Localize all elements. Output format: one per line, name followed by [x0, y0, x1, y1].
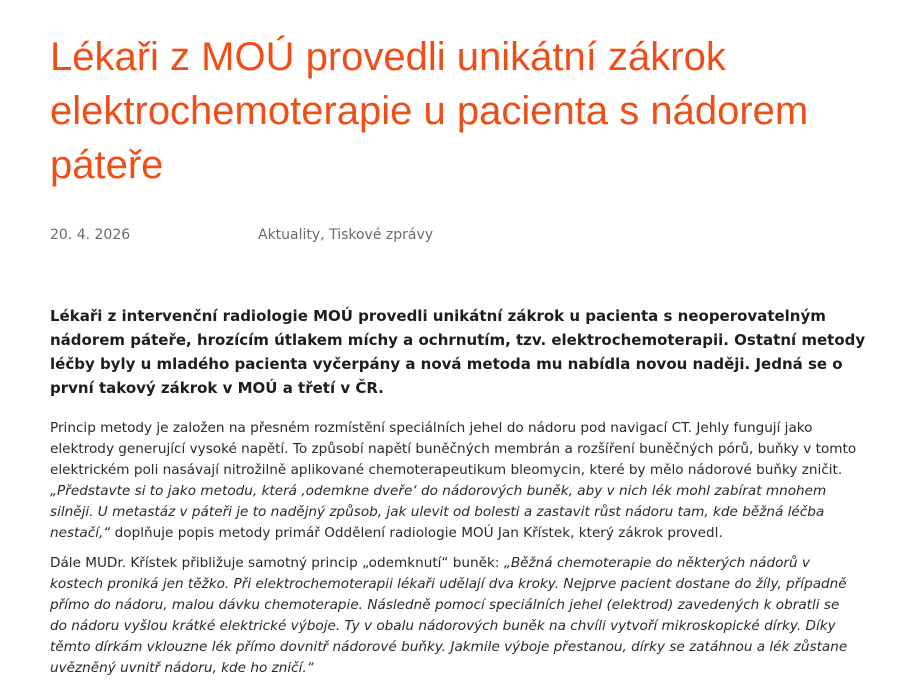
article-categories[interactable]: Aktuality, Tiskové zprávy	[258, 227, 434, 243]
article-date: 20. 4. 2026	[50, 227, 131, 243]
article-paragraph-2	[50, 553, 860, 679]
paragraph-2-text: Dále MUDr. Křístek přibližuje samotný princip „odemknutí“ buněk:	[50, 555, 500, 571]
article-title: Lékaři z MOÚ provedli unikátní zákrok elektrochemoterapie u pacienta s nádorem páteře	[50, 35, 809, 187]
paragraph-1-quote: „Představte si to jako metodu, která ‚odemkne dveře‘ do nádorových buněk, aby v nich lék mohl zabírat mnohem silněji. U metastáz v páteři je to nadějný způsob, jak ulevit od bolesti a zastavit růst nádoru tam, kde běžná léčba nestačí,“	[50, 483, 827, 541]
paragraph-2-quote: „Běžná chemoterapie do některých nádorů v kostech proniká jen těžko. Při elektrochemoterapii lékaři udělají dva kroky. Nejprve pacient dostane do žíly, případně přímo do nádoru, malou dávku chemoterapie. Následně pomocí speciálních jehel (elektrod) zavedených k obratli se do nádoru vyšlou krátké elektrické výboje. Ty v obalu nádorových buněk na chvíli vytvoří mikroskopické dírky. Díky těmto dírkám vklouzne lék přímo dovnitř nádorové buňky. Jakmile výboje přestanou, dírky se zatáhnou a lék zůstane uvězněný uvnitř nádoru, kde ho zničí.“	[50, 555, 848, 676]
article-paragraph-1	[50, 418, 860, 544]
article-lead: Lékaři z intervenční radiologie MOÚ provedli unikátní zákrok u pacienta s neoperovatelným nádorem páteře, hrozícím útlakem míchy a ochrnutím, tzv. elektrochemoterapii. Ostatní metody léčby byly u mladého pacienta vyčerpány a nová metoda mu nabídla novou naději. Jedná se o první takový zákrok v MOÚ a třetí v ČR.	[50, 307, 866, 397]
paragraph-1-text: Princip metody je založen na přesném rozmístění speciálních jehel do nádoru pod navigací CT. Jehly fungují jako elektrody generující vysoké napětí. To způsobí napětí buněčných membrán a rozšíření buněčných pórů, buňky v tomto elektrickém poli nasávají nitrožilně aplikované chemoterapeutikum bleomycin, které by mělo nádorové buňky zničit.	[50, 420, 857, 478]
paragraph-1-attribution: doplňuje popis metody primář Oddělení radiologie MOÚ Jan Křístek, který zákrok provedl.	[114, 525, 723, 541]
